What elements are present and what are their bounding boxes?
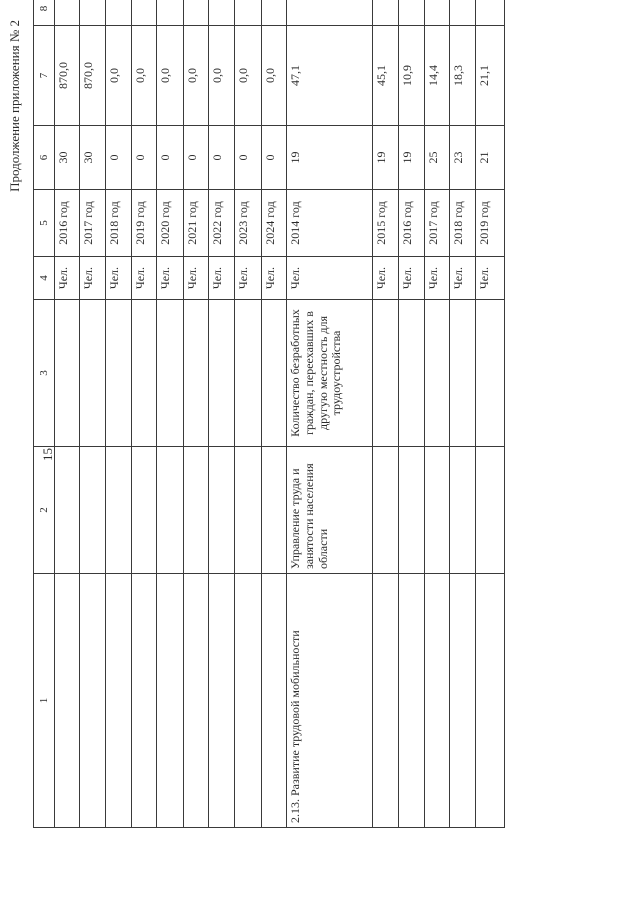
table-cell: 2019 год <box>476 190 505 257</box>
table-cell <box>184 300 209 447</box>
table-cell: 19 <box>373 126 399 190</box>
table-cell: Чел. <box>235 257 262 300</box>
table-cell: 2.13. Развитие трудовой мобильности <box>287 574 373 828</box>
table-cell <box>425 300 450 447</box>
table-cell <box>106 300 132 447</box>
table-row <box>184 0 209 828</box>
table-cell: 0,0 <box>262 26 287 126</box>
table-cell: Чел. <box>450 257 476 300</box>
table-row <box>450 0 476 828</box>
table-cell <box>476 0 505 26</box>
table-cell <box>55 447 80 574</box>
table-cell: 0 <box>184 126 209 190</box>
table-cell <box>262 0 287 26</box>
column-number: 6 <box>34 126 55 190</box>
column-number: 2 <box>34 447 55 574</box>
table-cell <box>80 300 106 447</box>
table-cell <box>157 0 184 26</box>
table-cell: 18,3 <box>450 26 476 126</box>
table-cell <box>184 0 209 26</box>
table-cell <box>55 0 80 26</box>
table-cell: Чел. <box>157 257 184 300</box>
table-cell: 0,0 <box>209 26 235 126</box>
table-cell: Чел. <box>476 257 505 300</box>
table-cell <box>80 0 106 26</box>
table-cell: Чел. <box>373 257 399 300</box>
table-cell: 10,9 <box>399 26 425 126</box>
table-cell <box>235 300 262 447</box>
column-number: 1 <box>34 574 55 828</box>
table-row <box>476 0 505 828</box>
table-cell <box>450 574 476 828</box>
table-cell <box>132 0 157 26</box>
table-cell: 25 <box>425 126 450 190</box>
table-cell: 45,1 <box>373 26 399 126</box>
table-cell <box>235 447 262 574</box>
table-cell: 2014 год <box>287 190 373 257</box>
table-cell: 0,0 <box>106 26 132 126</box>
table-cell <box>425 447 450 574</box>
table-cell: 0 <box>106 126 132 190</box>
table-cell <box>209 574 235 828</box>
table-cell: 21,1 <box>476 26 505 126</box>
table-cell <box>209 0 235 26</box>
table-cell <box>262 447 287 574</box>
table-cell <box>235 574 262 828</box>
table-cell: Чел. <box>184 257 209 300</box>
table-cell: 47,1 <box>287 26 373 126</box>
table-cell <box>184 574 209 828</box>
table-row <box>399 0 425 828</box>
table-cell: 2016 год <box>55 190 80 257</box>
table-cell: Количество безработных граждан, переехавших в другую местность для трудоустройства <box>287 300 373 447</box>
table-cell: 870,0 <box>80 26 106 126</box>
table-cell: Управление труда и занятости населения области <box>287 447 373 574</box>
table-cell <box>209 447 235 574</box>
table-cell: 2023 год <box>235 190 262 257</box>
table-cell <box>55 300 80 447</box>
table-cell: 14,4 <box>425 26 450 126</box>
table-cell <box>55 574 80 828</box>
table-cell <box>106 447 132 574</box>
table-cell <box>157 447 184 574</box>
table-cell: 2018 год <box>450 190 476 257</box>
table-cell: 870,0 <box>55 26 80 126</box>
table-cell <box>399 300 425 447</box>
table-cell: 21 <box>476 126 505 190</box>
table-cell: 0 <box>235 126 262 190</box>
table-cell <box>373 447 399 574</box>
column-number: 4 <box>34 257 55 300</box>
table-cell: 2022 год <box>209 190 235 257</box>
table-cell <box>450 447 476 574</box>
column-number: 7 <box>34 26 55 126</box>
table-cell: 2021 год <box>184 190 209 257</box>
table-row <box>157 0 184 828</box>
table-cell: 2019 год <box>132 190 157 257</box>
table-cell: 30 <box>80 126 106 190</box>
table-row <box>235 0 262 828</box>
table-cell <box>373 0 399 26</box>
table-cell: 2017 год <box>80 190 106 257</box>
table-cell: 2017 год <box>425 190 450 257</box>
table-cell: 0,0 <box>235 26 262 126</box>
table-cell: Чел. <box>55 257 80 300</box>
table-cell <box>425 0 450 26</box>
table-cell <box>184 447 209 574</box>
table-cell: 0,0 <box>184 26 209 126</box>
table-cell <box>80 574 106 828</box>
table-cell <box>132 447 157 574</box>
table-cell: 2015 год <box>373 190 399 257</box>
table-cell <box>262 574 287 828</box>
table-cell <box>157 300 184 447</box>
table-cell: 2020 год <box>157 190 184 257</box>
page-number: 15 <box>40 448 55 461</box>
table-cell: Чел. <box>287 257 373 300</box>
table-cell <box>132 574 157 828</box>
table-cell: Чел. <box>425 257 450 300</box>
table-row <box>287 0 373 828</box>
table-row <box>373 0 399 828</box>
table-cell: 0,0 <box>132 26 157 126</box>
table-cell <box>399 0 425 26</box>
table-cell: 30 <box>55 126 80 190</box>
table-cell: 0 <box>209 126 235 190</box>
table-row <box>209 0 235 828</box>
table-cell <box>209 300 235 447</box>
table-cell: 23 <box>450 126 476 190</box>
table-row <box>106 0 132 828</box>
table-cell: Чел. <box>106 257 132 300</box>
table-cell <box>235 0 262 26</box>
table-cell: 19 <box>399 126 425 190</box>
column-number: 5 <box>34 190 55 257</box>
column-number: 3 <box>34 300 55 447</box>
table-cell <box>373 300 399 447</box>
table-cell <box>106 0 132 26</box>
table-cell: 0,0 <box>157 26 184 126</box>
table-cell <box>476 447 505 574</box>
table-cell <box>157 574 184 828</box>
table-cell <box>373 574 399 828</box>
table-cell <box>262 300 287 447</box>
table-cell: Чел. <box>132 257 157 300</box>
table-cell: 0 <box>262 126 287 190</box>
table-cell <box>399 574 425 828</box>
table-cell: Чел. <box>209 257 235 300</box>
table-cell <box>80 447 106 574</box>
table-cell: 19 <box>287 126 373 190</box>
table-cell <box>106 574 132 828</box>
table-header-row <box>34 0 55 828</box>
table-cell <box>450 0 476 26</box>
column-number: 8 <box>34 0 55 26</box>
table-cell: Чел. <box>399 257 425 300</box>
continuation-note: Продолжение приложения № 2 <box>7 20 22 192</box>
data-table <box>33 0 505 828</box>
table-cell <box>425 574 450 828</box>
table-cell <box>132 300 157 447</box>
table-cell <box>287 0 373 26</box>
table-cell: 0 <box>157 126 184 190</box>
table-row <box>132 0 157 828</box>
table-cell <box>399 447 425 574</box>
table-cell: 2018 год <box>106 190 132 257</box>
table-cell: 2024 год <box>262 190 287 257</box>
table-cell: 0 <box>132 126 157 190</box>
table-cell: Чел. <box>262 257 287 300</box>
table-row <box>262 0 287 828</box>
table-cell: 2016 год <box>399 190 425 257</box>
table-cell <box>450 300 476 447</box>
table-cell <box>476 300 505 447</box>
table-row <box>80 0 106 828</box>
table-row <box>425 0 450 828</box>
table-row <box>55 0 80 828</box>
table-cell: Чел. <box>80 257 106 300</box>
table-cell <box>476 574 505 828</box>
